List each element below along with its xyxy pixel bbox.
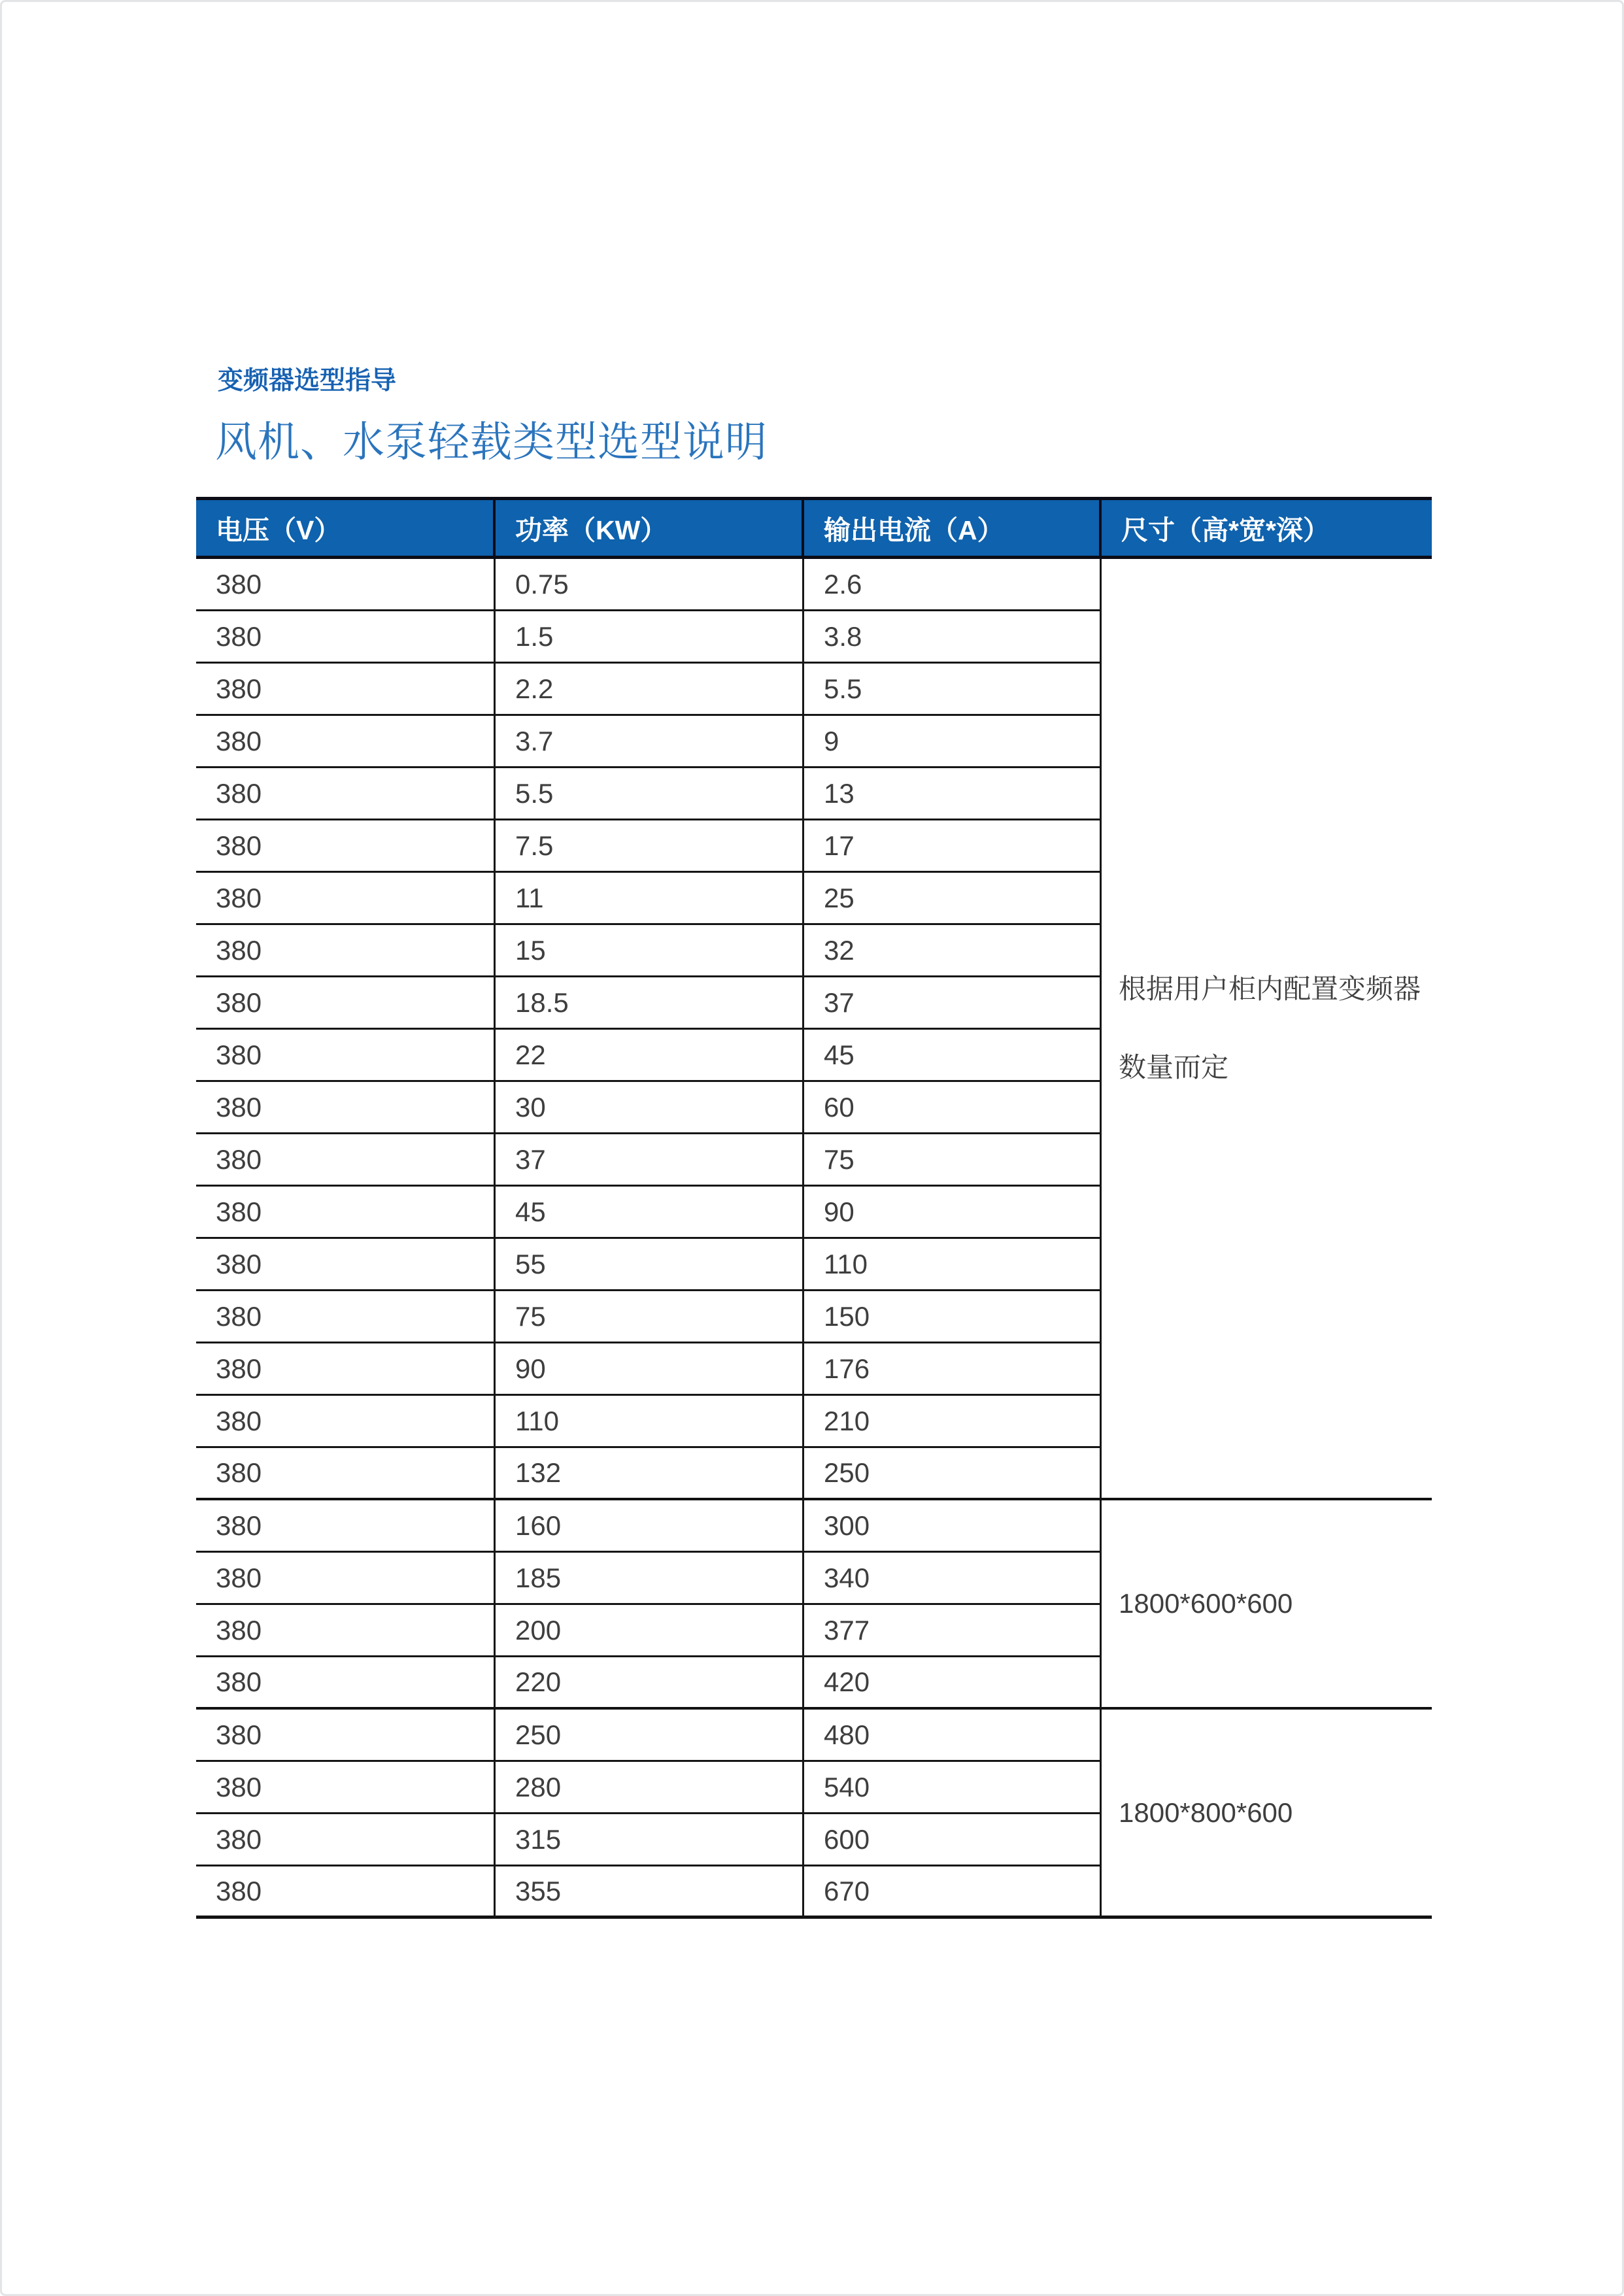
table-cell-r22-c2: 220	[496, 1657, 804, 1710]
table-cell-r23-c3: 480	[804, 1710, 1102, 1762]
table-cell-r13-c3: 90	[804, 1187, 1102, 1239]
table-cell-r2-c3: 3.8	[804, 611, 1102, 664]
header-output-current: 输出电流（A）	[804, 500, 1102, 556]
table-cell-r5-c3: 13	[804, 768, 1102, 820]
table-cell-r18-c3: 250	[804, 1448, 1102, 1500]
table-cell-r25-c1: 380	[196, 1814, 496, 1866]
table-cell-r21-c2: 200	[496, 1605, 804, 1657]
table-cell-r5-c1: 380	[196, 768, 496, 820]
table-cell-r26-c1: 380	[196, 1866, 496, 1919]
table-cell-r16-c3: 176	[804, 1343, 1102, 1396]
table-cell-r1-c2: 0.75	[496, 559, 804, 611]
table-cell-r6-c1: 380	[196, 820, 496, 873]
dimension-cell-section-1	[1102, 559, 1432, 1500]
table-cell-r19-c2: 160	[496, 1500, 804, 1553]
table-cell-r8-c1: 380	[196, 925, 496, 977]
table-cell-r7-c2: 11	[496, 873, 804, 925]
table-cell-r3-c2: 2.2	[496, 664, 804, 716]
table-cell-r23-c1: 380	[196, 1710, 496, 1762]
table-cell-r16-c1: 380	[196, 1343, 496, 1396]
table-cell-r8-c3: 32	[804, 925, 1102, 977]
table-cell-r26-c2: 355	[496, 1866, 804, 1919]
table-cell-r14-c2: 55	[496, 1239, 804, 1291]
table-cell-r7-c1: 380	[196, 873, 496, 925]
table-cell-r25-c3: 600	[804, 1814, 1102, 1866]
table-cell-r9-c2: 18.5	[496, 977, 804, 1030]
table-cell-r4-c2: 3.7	[496, 716, 804, 768]
table-cell-r2-c2: 1.5	[496, 611, 804, 664]
table-cell-r12-c3: 75	[804, 1134, 1102, 1187]
table-cell-r3-c1: 380	[196, 664, 496, 716]
table-cell-r5-c2: 5.5	[496, 768, 804, 820]
table-cell-r12-c2: 37	[496, 1134, 804, 1187]
table-cell-r12-c1: 380	[196, 1134, 496, 1187]
table-cell-r9-c3: 37	[804, 977, 1102, 1030]
table-cell-r6-c3: 17	[804, 820, 1102, 873]
header-power: 功率（KW）	[496, 500, 804, 556]
table-cell-r8-c2: 15	[496, 925, 804, 977]
table-cell-r13-c1: 380	[196, 1187, 496, 1239]
table-cell-r11-c2: 30	[496, 1082, 804, 1134]
table-cell-r15-c3: 150	[804, 1291, 1102, 1343]
table-cell-r7-c3: 25	[804, 873, 1102, 925]
table-cell-r18-c2: 132	[496, 1448, 804, 1500]
table-cell-r26-c3: 670	[804, 1866, 1102, 1919]
table-cell-r17-c2: 110	[496, 1396, 804, 1448]
table-cell-r11-c1: 380	[196, 1082, 496, 1134]
table-cell-r2-c1: 380	[196, 611, 496, 664]
table-cell-r22-c1: 380	[196, 1657, 496, 1710]
header-voltage: 电压（V）	[196, 500, 496, 556]
table-cell-r17-c3: 210	[804, 1396, 1102, 1448]
spec-table	[196, 497, 1432, 1919]
page-title: 风机、水泵轻载类型选型说明	[215, 418, 768, 465]
table-cell-r1-c1: 380	[196, 559, 496, 611]
table-cell-r15-c2: 75	[496, 1291, 804, 1343]
table-cell-r16-c2: 90	[496, 1343, 804, 1396]
table-cell-r14-c1: 380	[196, 1239, 496, 1291]
table-cell-r4-c1: 380	[196, 716, 496, 768]
table-cell-r20-c2: 185	[496, 1553, 804, 1605]
table-cell-r1-c3: 2.6	[804, 559, 1102, 611]
table-cell-r24-c3: 540	[804, 1762, 1102, 1814]
table-cell-r19-c1: 380	[196, 1500, 496, 1553]
section-eyebrow: 变频器选型指导	[218, 367, 397, 395]
table-cell-r10-c1: 380	[196, 1030, 496, 1082]
dimension-cell-section-3: 1800*800*600	[1102, 1710, 1432, 1919]
table-cell-r21-c1: 380	[196, 1605, 496, 1657]
table-cell-r4-c3: 9	[804, 716, 1102, 768]
table-body	[196, 559, 1432, 1919]
table-header-row	[196, 497, 1432, 559]
table-cell-r3-c3: 5.5	[804, 664, 1102, 716]
table-cell-r21-c3: 377	[804, 1605, 1102, 1657]
table-cell-r14-c3: 110	[804, 1239, 1102, 1291]
table-cell-r22-c3: 420	[804, 1657, 1102, 1710]
table-cell-r24-c2: 280	[496, 1762, 804, 1814]
table-cell-r20-c1: 380	[196, 1553, 496, 1605]
dimension-cell-section-2: 1800*600*600	[1102, 1500, 1432, 1710]
dimension-note-line-2: 数量而定	[1119, 1052, 1229, 1083]
table-cell-r13-c2: 45	[496, 1187, 804, 1239]
table-cell-r25-c2: 315	[496, 1814, 804, 1866]
table-cell-r10-c2: 22	[496, 1030, 804, 1082]
table-cell-r10-c3: 45	[804, 1030, 1102, 1082]
table-cell-r6-c2: 7.5	[496, 820, 804, 873]
table-cell-r17-c1: 380	[196, 1396, 496, 1448]
table-cell-r9-c1: 380	[196, 977, 496, 1030]
table-cell-r23-c2: 250	[496, 1710, 804, 1762]
table-cell-r20-c3: 340	[804, 1553, 1102, 1605]
table-cell-r24-c1: 380	[196, 1762, 496, 1814]
dimension-note-line-1: 根据用户柜内配置变频器	[1119, 973, 1421, 1004]
table-cell-r18-c1: 380	[196, 1448, 496, 1500]
header-dimensions: 尺寸（高*宽*深）	[1102, 500, 1432, 556]
table-cell-r11-c3: 60	[804, 1082, 1102, 1134]
table-cell-r19-c3: 300	[804, 1500, 1102, 1553]
table-cell-r15-c1: 380	[196, 1291, 496, 1343]
